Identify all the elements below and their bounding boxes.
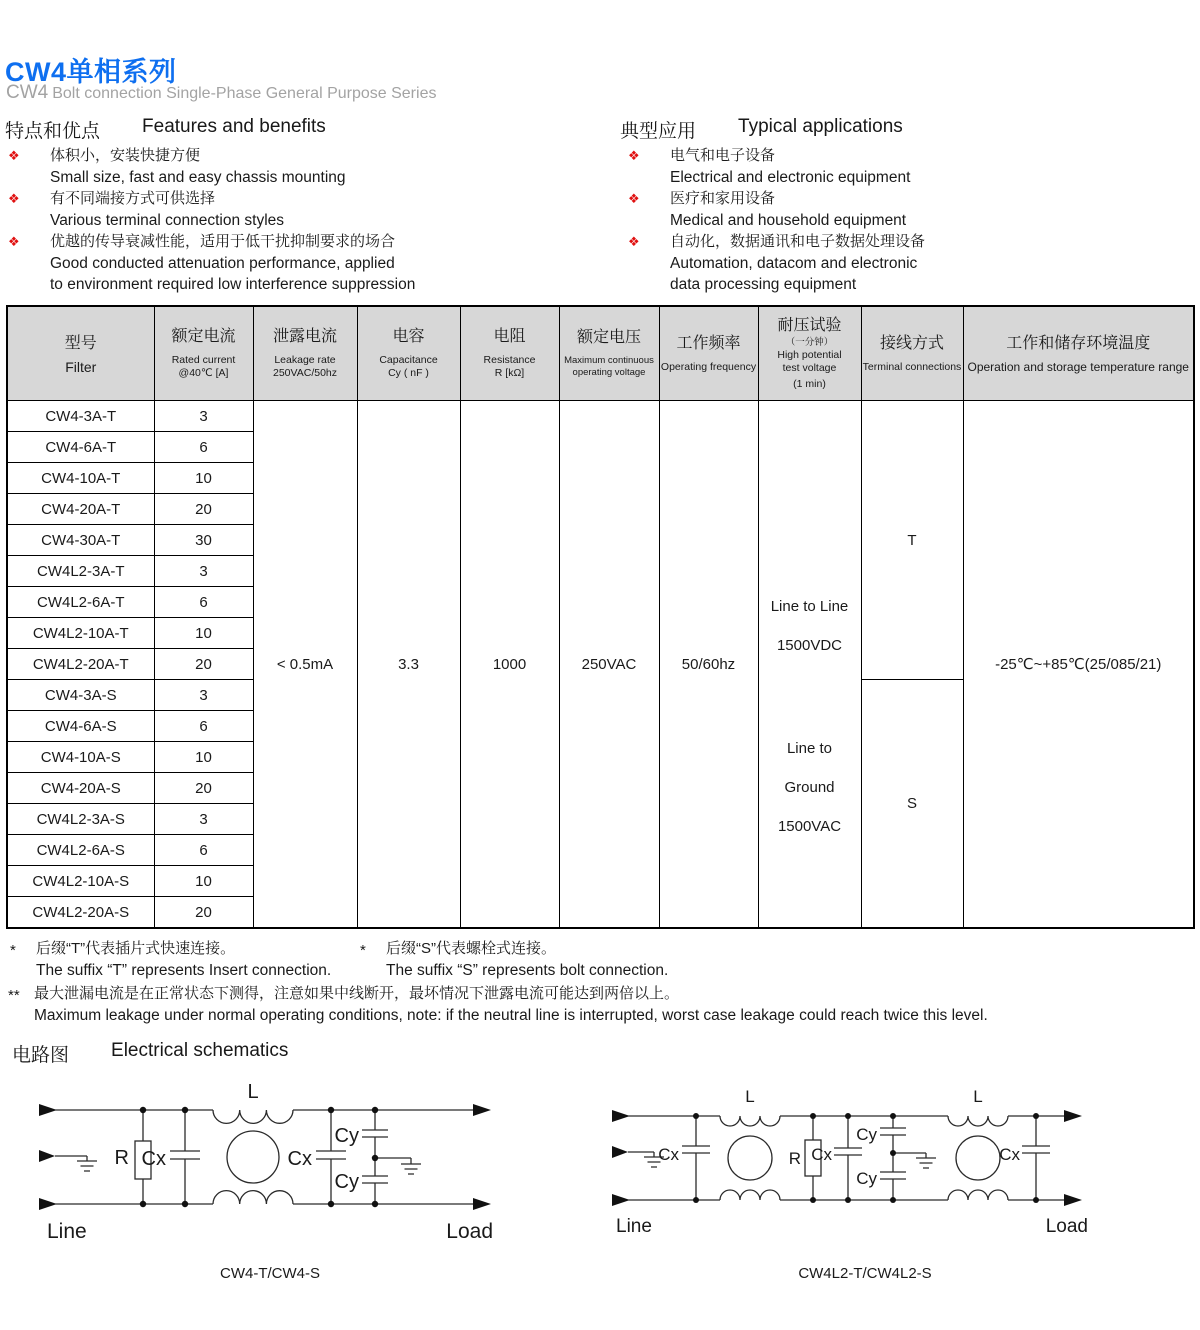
col-header-rated-current: 额定电流 Rated current @40℃ [A] <box>154 306 253 401</box>
bullet-diamond-icon: ❖ <box>628 234 640 249</box>
label-cy: Cy <box>856 1169 877 1188</box>
junction-dot <box>693 1197 699 1203</box>
highpot-line: Line to <box>786 740 833 757</box>
filter-model-cell: CW4-30A-T <box>7 525 154 556</box>
label-load: Load <box>1045 1216 1088 1237</box>
ground-icon <box>916 1158 936 1168</box>
filter-model-cell: CW4-3A-S <box>7 680 154 711</box>
temperature-cell: -25℃~+85℃(25/085/21) <box>963 401 1194 929</box>
col-header-temperature: 工作和储存环境温度 Operation and storage temperature range <box>963 306 1194 401</box>
label-r: R <box>114 1147 129 1169</box>
footnote-en: The suffix “S” represents bolt connection. <box>386 962 669 979</box>
inductor-coil <box>948 1190 1008 1200</box>
junction-dot <box>328 1107 334 1113</box>
highpot-value-cell <box>758 401 861 929</box>
label-l: L <box>973 1087 983 1106</box>
applications-heading <box>620 116 903 143</box>
filter-model-cell: CW4-20A-S <box>7 773 154 804</box>
filter-model-cell: CW4L2-10A-T <box>7 618 154 649</box>
col-header-resistance: 电阻 Resistance R [kΩ] <box>460 306 559 401</box>
highpot-line: Ground <box>784 779 835 796</box>
label-cy: Cy <box>334 1125 359 1147</box>
filter-model-cell: CW4-6A-S <box>7 711 154 742</box>
filter-model-cell: CW4L2-3A-S <box>7 804 154 835</box>
footnote-zh: 最大泄漏电流是在正常状态下测得，注意如果中线断开，最坏情况下泄露电流可能达到两倍以上。 <box>34 985 680 1002</box>
footnote-en: Maximum leakage under normal operating conditions, note: if the neutral line is interrupted, worst case leakage could reach twice this level. <box>34 1007 988 1024</box>
bullet-diamond-icon: ❖ <box>8 191 20 206</box>
junction-dot <box>845 1197 851 1203</box>
rated-current-cell: 20 <box>154 897 253 929</box>
application-en: Electrical and electronic equipment <box>670 168 911 186</box>
junction-dot <box>140 1107 146 1113</box>
rated-current-cell: 30 <box>154 525 253 556</box>
list-item <box>628 145 1188 188</box>
capacitance-value-cell: 3.3 <box>357 401 460 929</box>
rated-current-cell: 20 <box>154 773 253 804</box>
label-r: R <box>788 1149 801 1168</box>
schematics-heading-en: Electrical schematics <box>111 1040 289 1061</box>
junction-dot <box>1033 1113 1039 1119</box>
filter-model-cell: CW4-6A-T <box>7 432 154 463</box>
schematic-cw4l2 <box>608 1080 1098 1248</box>
label-cx: Cx <box>141 1148 166 1170</box>
ground-icon <box>77 1161 97 1171</box>
features-heading-en: Features and benefits <box>142 116 326 137</box>
filter-model-cell: CW4L2-20A-T <box>7 649 154 680</box>
capacitor-cx <box>170 1110 200 1204</box>
schematic-caption-right: CW4L2-T/CW4L2-S <box>798 1265 932 1282</box>
label-cx: Cx <box>658 1145 679 1164</box>
highpot-line: 1500VAC <box>777 818 842 835</box>
highpot-line: 1500VDC <box>776 637 843 654</box>
rated-current-cell: 6 <box>154 835 253 866</box>
table-header-row <box>7 306 1194 401</box>
bullet-diamond-icon: ❖ <box>628 191 640 206</box>
rated-current-cell: 3 <box>154 556 253 587</box>
rated-current-cell: 6 <box>154 711 253 742</box>
inductor-coil <box>720 1190 780 1200</box>
application-zh: 医疗和家用设备 <box>670 190 776 207</box>
applications-heading-en: Typical applications <box>738 116 903 137</box>
footnote-mark: ** <box>8 987 20 1004</box>
subtitle-text: Bolt connection Single-Phase General Purpose Series <box>52 85 437 102</box>
filter-model-cell: CW4-3A-T <box>7 401 154 432</box>
rated-current-cell: 6 <box>154 432 253 463</box>
feature-zh: 有不同端接方式可供选择 <box>50 190 216 207</box>
inductor-coil <box>720 1116 780 1126</box>
filter-model-cell: CW4L2-3A-T <box>7 556 154 587</box>
list-item <box>8 231 608 296</box>
output-arrow-icon <box>1064 1194 1082 1206</box>
label-line: Line <box>616 1216 652 1237</box>
feature-en: Various terminal connection styles <box>50 211 285 229</box>
application-en: Automation, datacom and electronic <box>670 254 918 272</box>
schematics-heading-zh: 电路图 <box>12 1045 70 1066</box>
inductor-coil <box>948 1116 1008 1126</box>
schematic-cw4 <box>35 1080 505 1248</box>
applications-heading-zh: 典型应用 <box>620 121 697 142</box>
inductor-coil <box>213 1191 293 1204</box>
label-cy: Cy <box>334 1171 359 1193</box>
choke-core-circle <box>227 1131 279 1183</box>
col-header-highpot: 耐压试验 （一分钟） High potential test voltage (1 min) <box>758 306 861 401</box>
terminal-s-cell: S <box>861 680 963 929</box>
rated-current-cell: 3 <box>154 680 253 711</box>
wire <box>893 1153 926 1158</box>
rated-current-cell: 10 <box>154 866 253 897</box>
junction-dot <box>1033 1197 1039 1203</box>
application-en: data processing equipment <box>670 276 857 293</box>
choke-core-circle <box>956 1136 1000 1180</box>
subtitle-prefix: CW4 <box>6 82 49 103</box>
ground-icon <box>401 1164 421 1174</box>
highpot-line: Line to Line <box>770 598 849 615</box>
rated-current-cell: 10 <box>154 618 253 649</box>
page-title: CW4单相系列 <box>5 57 177 87</box>
junction-dot <box>810 1113 816 1119</box>
choke-core-circle <box>728 1136 772 1180</box>
label-line: Line <box>47 1220 87 1243</box>
bullet-diamond-icon: ❖ <box>8 148 20 163</box>
label-cx: Cx <box>811 1145 832 1164</box>
list-item <box>628 231 1188 296</box>
table-row <box>7 401 1194 432</box>
junction-dot <box>845 1113 851 1119</box>
feature-en: Good conducted attenuation performance, applied <box>50 254 395 272</box>
filter-model-cell: CW4L2-20A-S <box>7 897 154 929</box>
capacitor-cx <box>1022 1116 1050 1200</box>
label-cy: Cy <box>856 1125 877 1144</box>
filter-model-cell: CW4L2-6A-T <box>7 587 154 618</box>
resistance-value-cell: 1000 <box>460 401 559 929</box>
features-list <box>8 145 608 296</box>
footnote-suffix-t <box>10 938 331 982</box>
rated-current-cell: 10 <box>154 463 253 494</box>
feature-zh: 优越的传导衰减性能，适用于低干扰抑制要求的场合 <box>50 233 396 250</box>
input-arrow-icon <box>39 1198 57 1210</box>
application-zh: 自动化，数据通讯和电子数据处理设备 <box>670 233 926 250</box>
page-subtitle <box>6 82 436 104</box>
footnote-suffix-s <box>360 938 668 982</box>
footnote-mark: * <box>360 942 366 959</box>
list-item <box>628 188 1188 231</box>
features-heading-zh: 特点和优点 <box>5 121 101 142</box>
col-header-frequency: 工作频率 Operating frequency <box>659 306 758 401</box>
voltage-value-cell: 250VAC <box>559 401 659 929</box>
junction-dot <box>182 1107 188 1113</box>
capacitor-cy <box>880 1116 906 1200</box>
frequency-value-cell: 50/60hz <box>659 401 758 929</box>
list-item <box>8 188 608 231</box>
junction-dot <box>693 1113 699 1119</box>
col-header-capacitance: 电容 Capacitance Cy ( nF ) <box>357 306 460 401</box>
input-arrow-icon <box>612 1110 630 1122</box>
output-arrow-icon <box>473 1104 491 1116</box>
footnote-leakage <box>8 983 988 1027</box>
footnote-zh: 后缀“T”代表插片式快速连接。 <box>36 940 236 957</box>
bullet-diamond-icon: ❖ <box>628 148 640 163</box>
output-arrow-icon <box>1064 1110 1082 1122</box>
junction-dot <box>890 1113 896 1119</box>
label-l: L <box>745 1087 755 1106</box>
junction-dot <box>890 1150 896 1156</box>
junction-dot <box>890 1197 896 1203</box>
junction-dot <box>372 1107 378 1113</box>
footnote-mark: * <box>10 942 16 959</box>
schematic-caption-left: CW4-T/CW4-S <box>220 1265 320 1282</box>
capacitor-cx <box>682 1116 710 1200</box>
footnote-en: The suffix “T” represents Insert connection. <box>36 962 332 979</box>
rated-current-cell: 10 <box>154 742 253 773</box>
col-header-terminal: 接线方式 Terminal connections <box>861 306 963 401</box>
filter-model-cell: CW4-10A-S <box>7 742 154 773</box>
rated-current-cell: 20 <box>154 649 253 680</box>
feature-en: to environment required low interference suppression <box>50 276 416 293</box>
filter-model-cell: CW4L2-10A-S <box>7 866 154 897</box>
col-header-leakage: 泄露电流 Leakage rate 250VAC/50hz <box>253 306 357 401</box>
rated-current-cell: 20 <box>154 494 253 525</box>
filter-model-cell: CW4L2-6A-S <box>7 835 154 866</box>
col-header-filter: 型号 Filter <box>7 306 154 401</box>
junction-dot <box>182 1201 188 1207</box>
junction-dot <box>372 1201 378 1207</box>
feature-zh: 体积小，安装快捷方便 <box>50 147 201 164</box>
ground-arrow-icon <box>612 1146 628 1158</box>
spacer <box>759 665 861 729</box>
list-item <box>8 145 608 188</box>
application-zh: 电气和电子设备 <box>670 147 776 164</box>
inductor-coil <box>213 1110 293 1123</box>
junction-dot <box>372 1155 378 1161</box>
schematics-heading <box>12 1040 288 1067</box>
junction-dot <box>810 1197 816 1203</box>
label-cx: Cx <box>999 1145 1020 1164</box>
features-heading <box>5 116 326 143</box>
footnote-zh: 后缀“S”代表螺栓式连接。 <box>386 940 556 957</box>
label-load: Load <box>446 1220 493 1243</box>
feature-en: Small size, fast and easy chassis mounting <box>50 168 346 186</box>
output-arrow-icon <box>473 1198 491 1210</box>
rated-current-cell: 3 <box>154 804 253 835</box>
application-en: Medical and household equipment <box>670 211 907 229</box>
input-arrow-icon <box>39 1104 57 1116</box>
leakage-value-cell: < 0.5mA <box>253 401 357 929</box>
ground-arrow-icon <box>39 1150 55 1162</box>
input-arrow-icon <box>612 1194 630 1206</box>
label-cx: Cx <box>287 1148 312 1170</box>
filter-model-cell: CW4-20A-T <box>7 494 154 525</box>
applications-list <box>628 145 1188 296</box>
bullet-diamond-icon: ❖ <box>8 234 20 249</box>
spec-table <box>6 305 1195 929</box>
filter-model-cell: CW4-10A-T <box>7 463 154 494</box>
terminal-t-cell: T <box>861 401 963 680</box>
wire <box>375 1158 411 1164</box>
rated-current-cell: 3 <box>154 401 253 432</box>
junction-dot <box>328 1201 334 1207</box>
rated-current-cell: 6 <box>154 587 253 618</box>
col-header-voltage: 额定电压 Maximum continuous operating voltage <box>559 306 659 401</box>
label-l: L <box>247 1081 259 1103</box>
junction-dot <box>140 1201 146 1207</box>
